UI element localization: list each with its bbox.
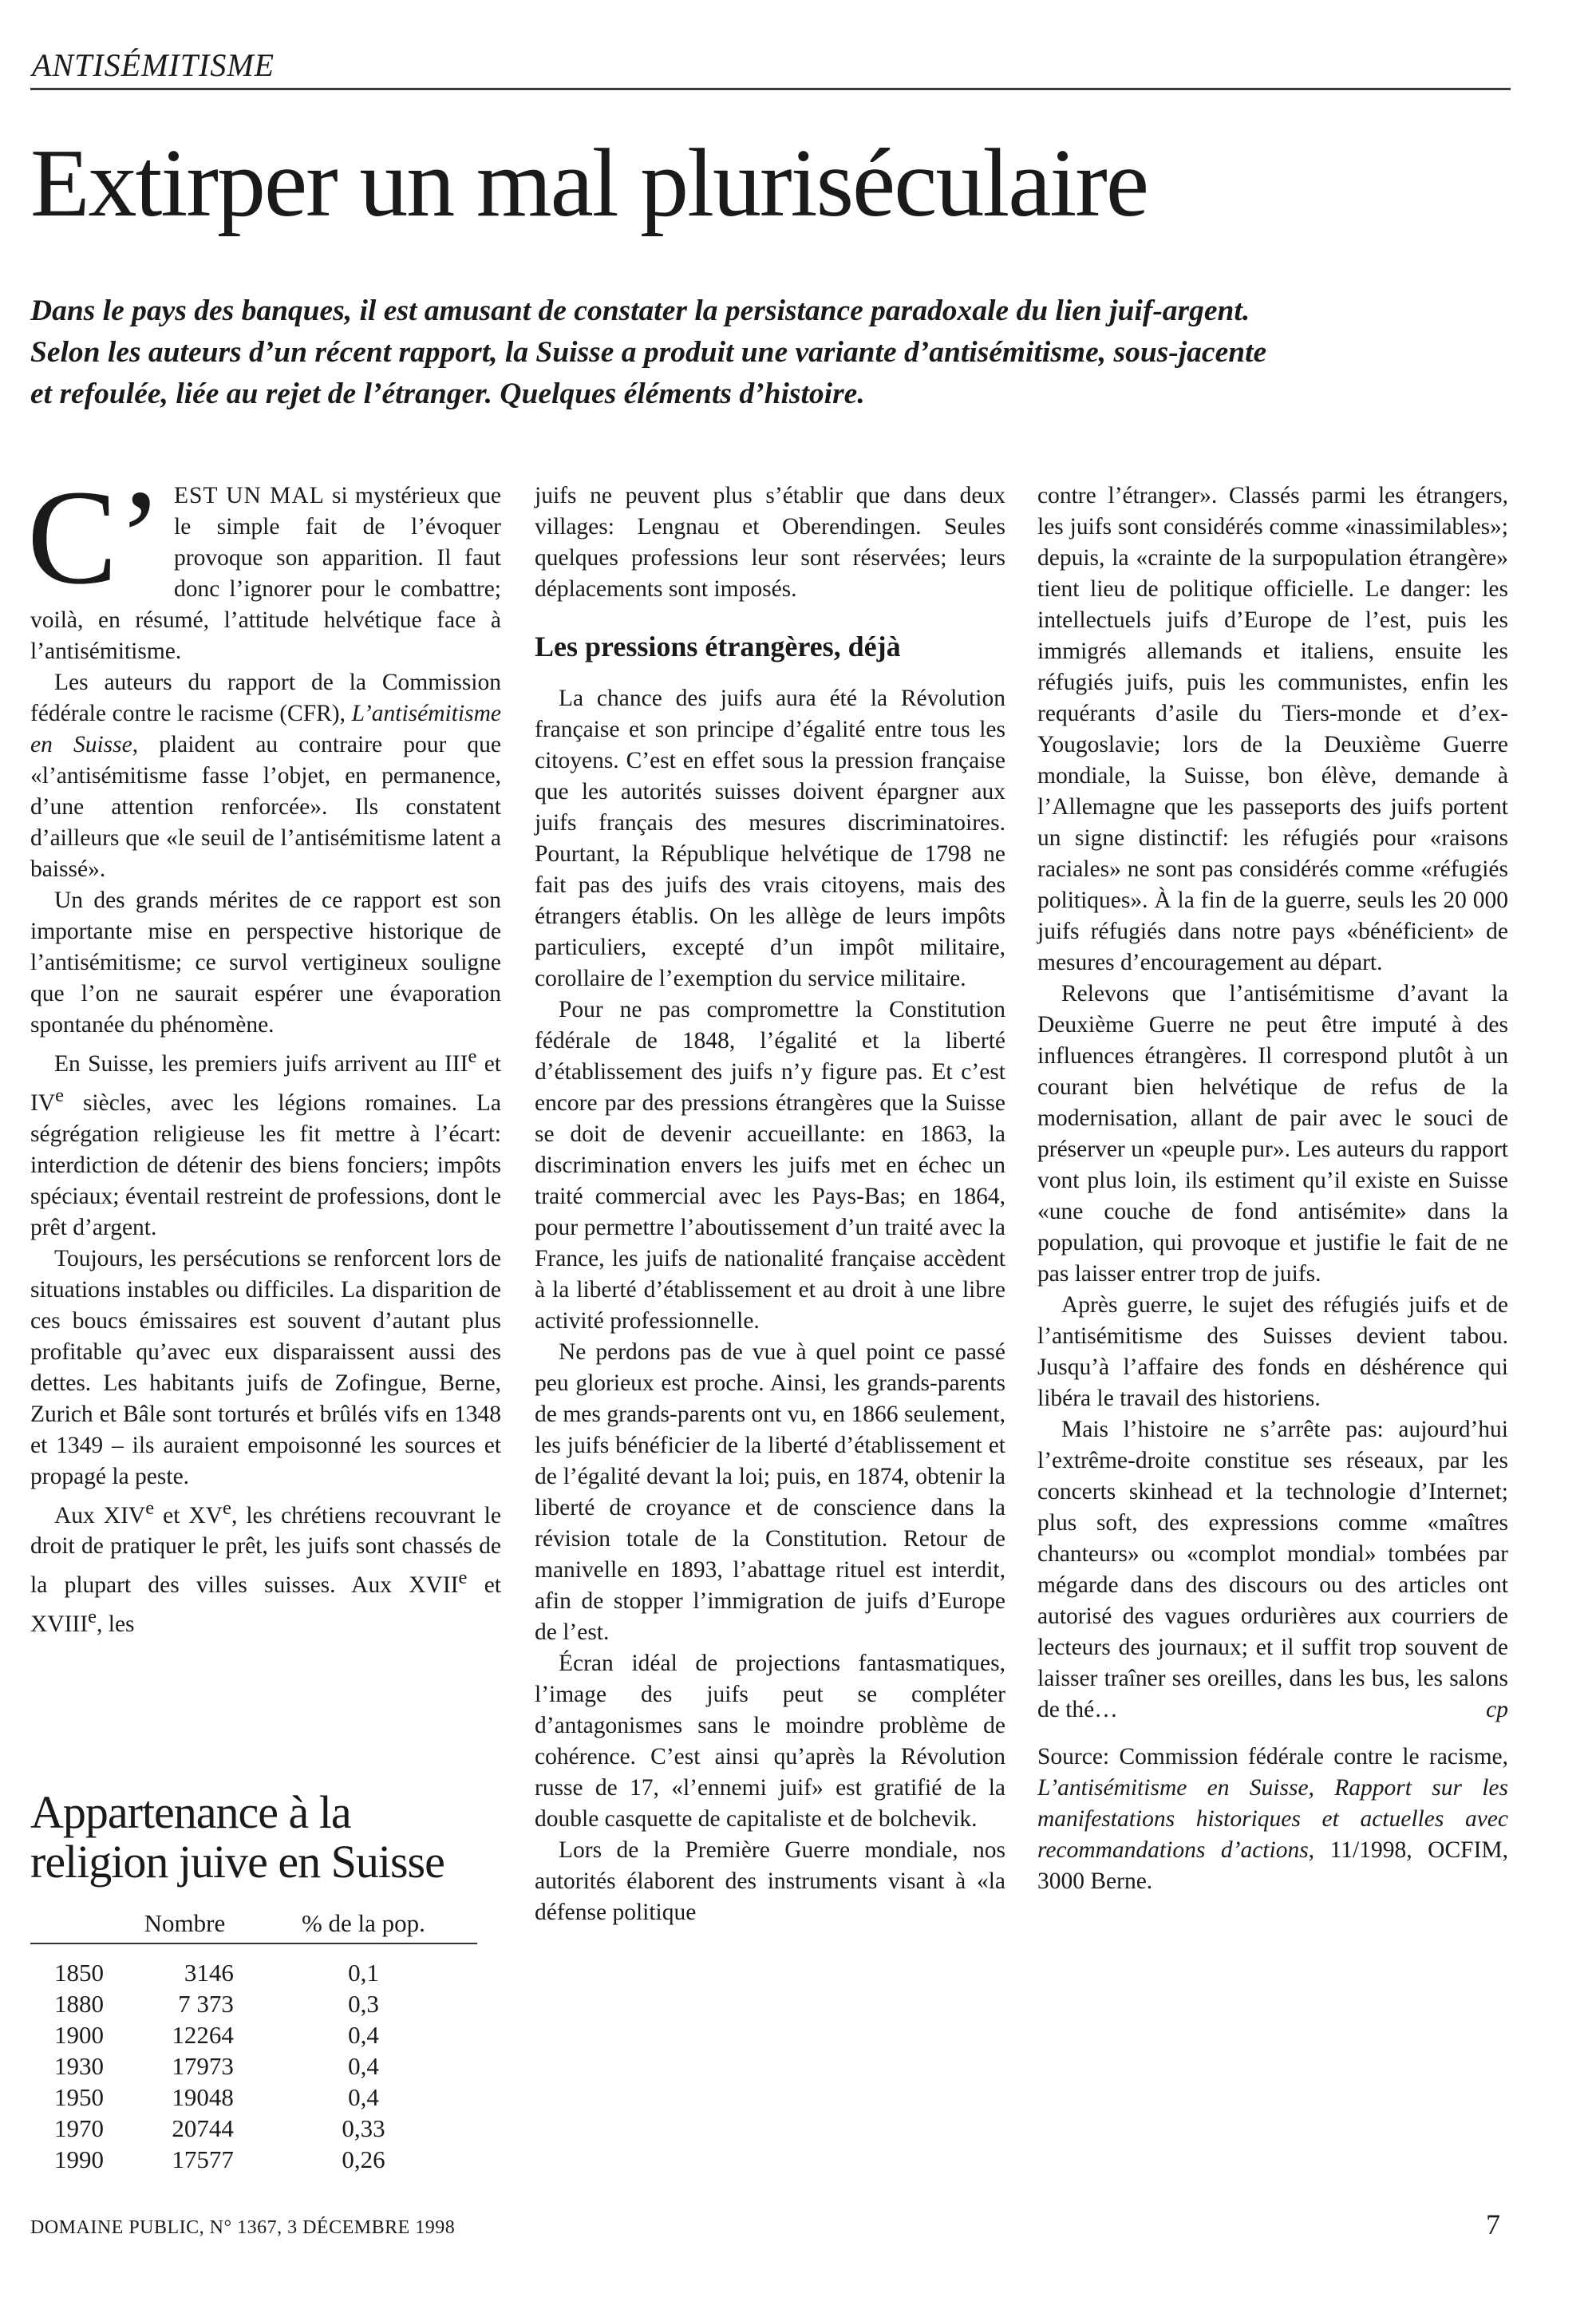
article-title: Extirper un mal pluriséculaire — [30, 129, 1148, 237]
paragraph: Lors de la Première Guerre mondiale, nos autorités élaborent des instruments visant à «la défense politique — [535, 1837, 1005, 1925]
source-note: Source: Commission fédérale contre le racisme, L’antisémitisme en Suisse, Rapport sur les manifestations historiques et actuelles avec recommandations d’actions, 11/1998, OCFIM, 3000 Berne. — [1037, 1744, 1508, 1894]
paragraph: Aux XIVe et XVe, les chrétiens recouvrant le droit de pratiquer le prêt, les juifs sont chassés de la plupart des villes suisses. Aux XVIIe et XVIIIe, les — [30, 1497, 501, 1638]
table-row: 1950 19048 0,4 — [54, 2082, 379, 2111]
page-number: 7 — [1486, 2208, 1500, 2240]
article-column-3 — [1037, 480, 1508, 1897]
article-lede: Dans le pays des banques, il est amusant de constater la persistance paradoxale du lien juif-argent. Selon les auteurs d’un récent rapport, la Suisse a produit une variante d’antisémitisme, sous-jacente et refoulée, liée au rejet de l’étranger. Quelques éléments d’histoire. — [30, 295, 1267, 410]
drop-cap: C’ — [27, 462, 164, 612]
paragraph: Les auteurs du rapport de la Commission fédérale contre le racisme (CFR), L’antisémitisme en Suisse, plaident au contraire pour que «l’antisémitisme fasse l’objet, en permanence, d’une attention renforcée». Ils constatent d’ailleurs que «le seuil de l’antisémitisme latent a baissé». — [30, 670, 502, 882]
paragraph: contre l’étranger». Classés parmi les étrangers, les juifs sont considérés comme «inassimilables»; depuis, la «crainte de la surpopulation étrangère» tient lieu de politique officielle. Le danger: les intellectuels juifs d’Europe de l’est, puis les immigrés allemands et italiens, ensuite les réfugiés juifs, puis les communistes, enfin les requérants d’asile du Tiers-monde et d’ex-Yougoslavie; lors de la Deuxième Guerre mondiale, la Suisse, bon élève, demande à l’Allemagne que les passeports des juifs portent un signe distinctif: les réfugiés pour «raisons raciales» ne sont pas considérés comme «réfugiés politiques». À la fin de la guerre, seuls les 20 000 juifs réfugiés dans notre pays «bénéficient» de mesures d’encouragement au départ. — [1037, 483, 1508, 975]
author-signature: cp — [1486, 1697, 1508, 1722]
paragraph: Relevons que l’antisémitisme d’avant la Deuxième Guerre ne peut être imputé à des influences étrangères. Il correspond plutôt à un courant bien helvétique de refus de la modernisation, allant de pair avec le souci de préserver un «peuple pur». Les auteurs du rapport vont plus loin, ils estiment qu’il existe en Suisse «une couche de fond antisémite» dans la population, qui provoque et justifie le fait de ne pas laisser entrer trop de juifs. — [1037, 981, 1508, 1287]
paragraph: Un des grands mérites de ce rapport est son importante mise en perspective historique de l’antisémitisme; ce survol vertigineux souligne que l’on ne saurait espérer une évaporation spontanée du phénomène. — [30, 888, 501, 1038]
paragraph: Ne perdons pas de vue à quel point ce passé peu glorieux est proche. Ainsi, les grands-parents de mes grands-parents ont vu, en 1866 seulement, les juifs bénéficier de la liberté d’établissement et de l’égalité devant la loi; puis, en 1874, obtenir la liberté de croyance et de conscience dans la révision totale de la Constitution. Retour de manivelle en 1893, l’abattage rituel est interdit, afin de stopper l’immigration de juifs d’Europe de l’est. — [535, 1339, 1005, 1645]
opening-paragraph: C’ EST UN MAL si mystérieux que le simple fait de l’évoquer provoque son apparition. Il faut donc l’ignorer pour le combattre; voilà, en résumé, l’attitude helvétique face à l’antisémitisme. — [27, 462, 501, 664]
paragraph: juifs ne peuvent plus s’établir que dans deux villages: Lengnau et Oberendingen. Seules quelques professions leur sont réservées; leurs déplacements sont imposés. — [535, 483, 1005, 602]
subheading: Les pressions étrangères, déjà — [535, 631, 901, 662]
table-row: 1930 17973 0,4 — [54, 2051, 379, 2080]
table-header-percent: % de la pop. — [301, 1909, 425, 1937]
paragraph: Toujours, les persécutions se renforcent lors de situations instables ou difficiles. La disparition de ces boucs émissaires est souvent d’autant plus profitable qu’avec eux disparaissent aussi des dettes. Les habitants juifs de Zofingue, Berne, Zurich et Bâle sont torturés et brûlés vifs en 1348 et 1349 – ils auraient empoisonné les sources et propagé la peste. — [30, 1245, 501, 1489]
section-rubric: ANTISÉMITISME — [32, 47, 275, 83]
article-column-2 — [535, 480, 1005, 1928]
table-row: 1970 20744 0,33 — [54, 2113, 385, 2142]
paragraph: En Suisse, les premiers juifs arrivent au IIIe et IVe siècles, avec les légions romaines. La ségrégation religieuse les fit mettre à l’écart: interdiction de détenir des biens fonciers; impôts spéciaux; éventail restreint de professions, dont le prêt d’argent. — [30, 1046, 501, 1240]
page-footer: DOMAINE PUBLIC, N° 1367, 3 DÉCEMBRE 1998 — [30, 2217, 456, 2238]
table-row: 1990 17577 0,26 — [54, 2145, 385, 2173]
population-table-box — [30, 1788, 501, 2175]
opening-small-caps: EST UN MAL — [174, 483, 325, 508]
population-table — [30, 1904, 477, 2175]
source-title: L’antisémitisme en Suisse, Rapport sur les manifestations historiques et actuelles avec recommandations d’actions — [1037, 1775, 1508, 1863]
table-row: 1880 7 373 0,3 — [54, 1989, 379, 2018]
table-row: 1850 3146 0,1 — [54, 1958, 379, 1987]
table-header-row — [30, 1904, 477, 1943]
table-header-count: Nombre — [144, 1909, 226, 1937]
paragraph: Pour ne pas compromettre la Constitution fédérale de 1848, l’égalité et la liberté d’établissement des juifs n’y figure pas. Et c’est encore par des pressions étrangères que la Suisse se doit de devenir accueillante: en 1863, la discrimination envers les juifs met en échec un traité commercial avec les Pays-Bas; en 1864, pour permettre l’aboutissement d’un traité avec la France, les juifs de nationalité française accèdent à la liberté d’établissement et au droit à une libre activité professionnelle. — [535, 997, 1005, 1334]
paragraph: Mais l’histoire ne s’arrête pas: aujourd’hui l’extrême-droite constitue ses réseaux, par les concerts skinhead et la technologie d’Internet; plus soft, des expressions comme «maîtres chanteurs» ou «complot mondial» tombées par mégarde dans des discours ou des articles ont autorisé des vagues ordurières aux courriers de lecteurs des journaux; et il suffit trop souvent de laisser traîner ses oreilles, dans les bus, les salons de thé… cp — [1037, 1414, 1508, 1726]
paragraph: Après guerre, le sujet des réfugiés juifs et de l’antisémitisme des Suisses devient tabou. Jusqu’à l’affaire des fonds en déshérence qui libéra le travail des historiens. — [1037, 1292, 1508, 1411]
rubric-rule — [30, 88, 1511, 90]
table-title: Appartenance à la religion juive en Suisse — [30, 1786, 444, 1888]
table-header-year — [30, 1904, 120, 1943]
table-row: 1900 12264 0,4 — [54, 2020, 379, 2049]
paragraph: Écran idéal de projections fantasmatiques, l’image des juifs peut se compléter d’antagonismes sans le moindre problème de cohérence. C’est ainsi qu’après la Révolution russe de 17, «l’ennemi juif» est gratifié de la double casquette de capitaliste et de bolchevik. — [535, 1651, 1005, 1832]
report-title: L’antisémitisme en Suisse — [30, 701, 501, 757]
paragraph: La chance des juifs aura été la Révolution française et son principe d’égalité entre tous les citoyens. C’est en effet sous la pression française que les autorités suisses doivent épargner aux juifs français des mesures discriminatoires. Pourtant, la République helvétique de 1798 ne fait pas des juifs des vrais citoyens, mais des étrangers établis. On les allège de leurs impôts particuliers, excepté d’un impôt militaire, corollaire de l’exemption du service militaire. — [535, 686, 1005, 991]
article-column-1 — [27, 462, 502, 1640]
